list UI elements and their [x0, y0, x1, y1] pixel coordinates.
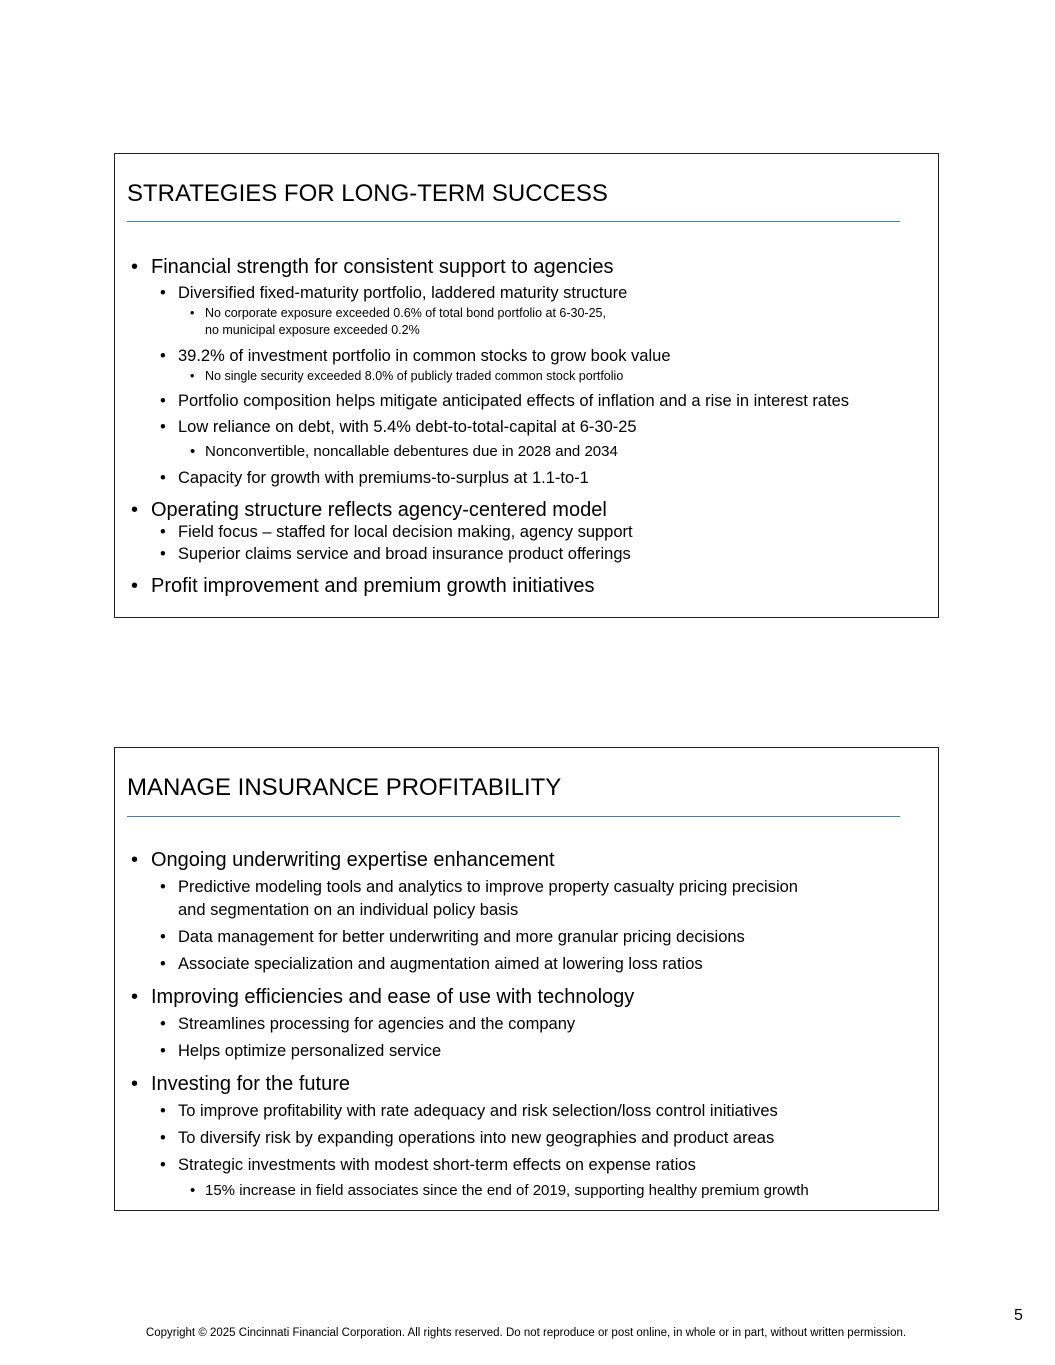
- bullet-icon: •: [160, 469, 166, 487]
- bullet-item-level2: [160, 469, 589, 487]
- bullet-text: Superior claims service and broad insurance product offerings: [178, 545, 631, 563]
- bullet-item-level2: [160, 1042, 442, 1060]
- bullet-item-level2: [178, 902, 518, 919]
- bullet-icon: •: [160, 1129, 166, 1147]
- bullet-text: Data management for better underwriting and more granular pricing decisions: [178, 928, 745, 946]
- copyright-footer: Copyright © 2025 Cincinnati Financial Corporation. All rights reserved. Do not reproduce or post online, in whole or in part, without written permission.: [145, 1327, 907, 1339]
- bullet-text: Operating structure reflects agency-centered model: [151, 499, 607, 521]
- bullet-item-level2: [160, 545, 631, 563]
- bullet-item-level3: [190, 306, 606, 320]
- bullet-item-level2: [160, 392, 850, 410]
- bullet-icon: •: [160, 1102, 166, 1120]
- bullet-icon: •: [190, 369, 195, 383]
- bullet-icon: •: [131, 849, 139, 871]
- bullet-icon: •: [160, 418, 166, 436]
- bullet-icon: •: [131, 1073, 139, 1095]
- bullet-text: Nonconvertible, noncallable debentures due in 2028 and 2034: [205, 443, 618, 460]
- bullet-item-level1: [131, 499, 607, 521]
- bullet-icon: •: [160, 878, 166, 896]
- bullet-icon: •: [190, 306, 195, 320]
- bullet-item-level2: [160, 928, 745, 946]
- bullet-icon: •: [160, 1015, 166, 1033]
- bullet-text: Predictive modeling tools and analytics to improve property casualty pricing precision: [178, 878, 798, 896]
- bullet-item-level2: [160, 418, 637, 436]
- bullet-text: Improving efficiencies and ease of use with technology: [151, 986, 635, 1008]
- bullet-icon: •: [160, 347, 166, 365]
- slide-strategies: [114, 153, 939, 618]
- bullet-text: 15% increase in field associates since the end of 2019, supporting healthy premium growth: [205, 1182, 809, 1199]
- bullet-text: 39.2% of investment portfolio in common stocks to grow book value: [178, 347, 671, 365]
- bullet-icon: •: [131, 575, 139, 597]
- bullet-icon: •: [190, 443, 196, 460]
- bullet-text: Profit improvement and premium growth initiatives: [151, 575, 595, 597]
- title-divider: [127, 816, 900, 817]
- slide-profitability: [114, 747, 939, 1211]
- bullet-text: Capacity for growth with premiums-to-surplus at 1.1-to-1: [178, 469, 589, 487]
- bullet-item-level1: [131, 575, 595, 597]
- page-number: 5: [1014, 1307, 1023, 1324]
- bullet-text: Diversified fixed-maturity portfolio, laddered maturity structure: [178, 284, 628, 302]
- bullet-item-level3: [190, 1182, 809, 1199]
- bullet-icon: •: [160, 284, 166, 302]
- bullet-icon: •: [131, 256, 139, 278]
- bullet-text: and segmentation on an individual policy basis: [178, 901, 519, 919]
- bullet-icon: •: [160, 955, 166, 973]
- bullet-item-level2: [160, 1129, 775, 1147]
- bullet-icon: •: [160, 1156, 166, 1174]
- bullet-item-level2: [160, 347, 671, 365]
- slide-title: MANAGE INSURANCE PROFITABILITY: [127, 774, 562, 801]
- bullet-text: No single security exceeded 8.0% of publicly traded common stock portfolio: [205, 369, 624, 383]
- bullet-item-level2: [160, 955, 703, 973]
- bullet-item-level3: [205, 324, 420, 337]
- bullet-item-level2: [160, 878, 798, 896]
- bullet-text: Field focus – staffed for local decision making, agency support: [178, 523, 633, 541]
- bullet-item-level1: [131, 1073, 351, 1095]
- bullet-icon: •: [160, 545, 166, 563]
- bullet-icon: •: [160, 1042, 166, 1060]
- bullet-item-level1: [131, 986, 635, 1008]
- bullet-icon: •: [131, 986, 139, 1008]
- bullet-icon: •: [190, 1182, 196, 1199]
- bullet-text: Financial strength for consistent support to agencies: [151, 256, 614, 278]
- bullet-item-level1: [131, 256, 614, 278]
- title-divider: [127, 221, 900, 222]
- bullet-item-level2: [160, 1102, 778, 1120]
- bullet-icon: •: [160, 392, 166, 410]
- bullet-item-level2: [160, 1015, 576, 1033]
- bullet-text: Helps optimize personalized service: [178, 1042, 442, 1060]
- bullet-text: To diversify risk by expanding operations into new geographies and product areas: [178, 1129, 775, 1147]
- bullet-icon: •: [131, 499, 139, 521]
- bullet-text: Portfolio composition helps mitigate anticipated effects of inflation and a rise in interest rates: [178, 392, 850, 410]
- bullet-item-level3: [190, 443, 618, 460]
- slide-title: STRATEGIES FOR LONG-TERM SUCCESS: [127, 180, 608, 207]
- bullet-text: No corporate exposure exceeded 0.6% of total bond portfolio at 6-30-25,: [205, 306, 606, 320]
- bullet-icon: •: [160, 928, 166, 946]
- bullet-text: Streamlines processing for agencies and the company: [178, 1015, 576, 1033]
- bullet-text: Low reliance on debt, with 5.4% debt-to-total-capital at 6-30-25: [178, 418, 637, 436]
- bullet-text: no municipal exposure exceeded 0.2%: [205, 323, 420, 337]
- bullet-text: Ongoing underwriting expertise enhancement: [151, 849, 555, 871]
- bullet-item-level3: [190, 369, 624, 383]
- bullet-item-level1: [131, 849, 555, 871]
- bullet-text: To improve profitability with rate adequacy and risk selection/loss control initiatives: [178, 1102, 778, 1120]
- bullet-text: Strategic investments with modest short-term effects on expense ratios: [178, 1156, 696, 1174]
- bullet-text: Associate specialization and augmentation aimed at lowering loss ratios: [178, 955, 703, 973]
- bullet-item-level2: [160, 1156, 696, 1174]
- bullet-text: Investing for the future: [151, 1073, 351, 1095]
- bullet-item-level2: [160, 523, 633, 541]
- bullet-item-level2: [160, 284, 628, 302]
- bullet-icon: •: [160, 523, 166, 541]
